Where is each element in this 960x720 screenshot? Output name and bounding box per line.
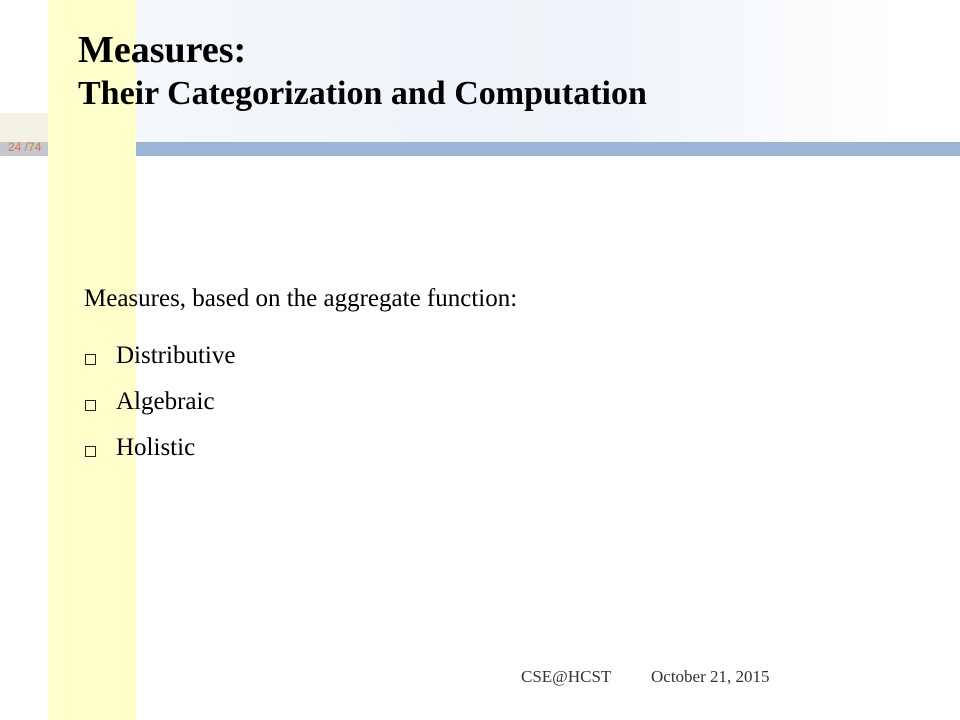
bullet-list: [84, 333, 235, 471]
slide-subtitle: Their Categorization and Computation: [78, 75, 647, 112]
slide-title: [78, 28, 647, 116]
bullet-label: Holistic: [116, 434, 196, 461]
bullet-label: Algebraic: [116, 388, 215, 415]
slide-number: 24 /74: [8, 140, 42, 154]
bullet-item-distributive: [84, 333, 235, 379]
footer-organization: CSE@HCST: [521, 667, 612, 686]
lead-text: Measures, based on the aggregate function:: [84, 285, 518, 312]
bullet-label: Distributive: [116, 342, 236, 369]
hollow-square-bullet-icon: [85, 400, 96, 411]
bullet-item-holistic: [84, 425, 235, 471]
hollow-square-bullet-icon: [85, 446, 96, 457]
title-rule: [136, 142, 960, 156]
hollow-square-bullet-icon: [85, 354, 96, 365]
footer-date: October 21, 2015: [651, 667, 770, 686]
slide-title-main: Measures:: [78, 29, 247, 71]
bullet-item-algebraic: [84, 379, 235, 425]
